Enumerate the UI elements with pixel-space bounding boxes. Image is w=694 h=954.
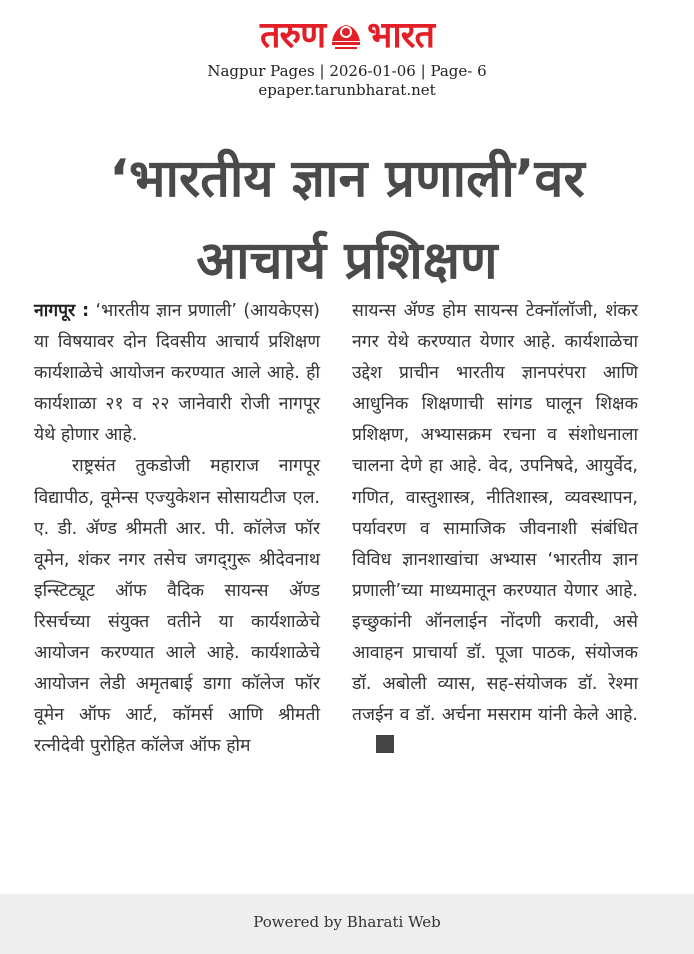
lion-emblem-icon	[329, 19, 363, 53]
article-paragraph-3	[352, 296, 638, 762]
footer	[0, 894, 694, 954]
edition-info	[0, 62, 694, 100]
headline-line-1: ‘भारतीय ज्ञान प्रणाली’वर	[109, 149, 585, 209]
publication-name: Nagpur Pages	[207, 62, 315, 80]
meta-separator: |	[420, 62, 431, 80]
masthead	[0, 14, 694, 58]
tarun-bharat-logo[interactable]	[260, 14, 434, 58]
edition-date: 2026-01-06	[329, 62, 416, 80]
article-column-left	[34, 296, 320, 762]
powered-by-text[interactable]: Powered by Bharati Web	[253, 913, 441, 931]
article-paragraph-1	[34, 296, 320, 451]
logo-text-left: तरुण	[260, 15, 326, 56]
headline-line-2: आचार्य प्रशिक्षण	[196, 231, 498, 291]
article-headline	[20, 138, 674, 302]
dateline: नागपूर :	[34, 301, 90, 321]
paragraph-1-text: ‘भारतीय ज्ञान प्रणाली’ (आयकेएस) या विषयावर दोन दिवसीय आचार्य प्रशिक्षण कार्यशाळेचे आयोजन करण्यात आले आहे. ही कार्यशाळा २१ व २२ जानेवारी रोजी नागपूर येथे होणार आहे.	[34, 301, 320, 446]
website-link[interactable]: epaper.tarunbharat.net	[258, 81, 436, 99]
meta-separator: |	[319, 62, 330, 80]
paragraph-3-text: सायन्स ॲण्ड होम सायन्स टेक्नॉलॉजी, शंकर नगर येथे करण्यात येणार आहे. कार्यशाळेचा उद्देश प्राचीन भारतीय ज्ञानपरंपरा आणि आधुनिक शिक्षणाची सांगड घालून शिक्षक प्रशिक्षण, अभ्यासक्रम रचना व संशोधनाला चालना देणे हा आहे. वेद, उपनिषदे, आयुर्वेद, गणित, वास्तुशास्त्र, नीतिशास्त्र, व्यवस्थापन, पर्यावरण व सामाजिक जीवनाशी संबंधित विविध ज्ञानशाखांचा अभ्यास ‘भारतीय ज्ञान प्रणाली’च्या माध्यमातून करण्यात येणार आहे. इच्छुकांनी ऑनलाईन नोंदणी करावी, असे आवाहन प्राचार्या डॉ. पूजा पाठक, संयोजक डॉ. अबोली व्यास, सह-संयोजक डॉ. रेश्मा तजईन व डॉ. अर्चना मसराम यांनी केले आहे.	[352, 301, 638, 726]
logo-text-right: भारत	[367, 15, 434, 56]
article-paragraph-2: राष्ट्रसंत तुकडोजी महाराज नागपूर विद्यापीठ, वूमेन्स एज्युकेशन सोसायटीज एल. ए. डी. ॲण्ड श्रीमती आर. पी. कॉलेज फॉर वूमेन, शंकर नगर तसेच जगद्‌गुरू श्रीदेवनाथ इन्स्टिट्यूट ऑफ वैदिक सायन्स ॲण्ड रिसर्चच्या संयुक्त वतीने या कार्यशाळेचे आयोजन करण्यात आले आहे. कार्यशाळेचे आयोजन लेडी अमृतबाई डागा कॉलेज फॉर वूमेन ऑफ आर्ट, कॉमर्स आणि श्रीमती रत्नीदेवी पुरोहित कॉलेज ऑफ होम	[34, 456, 320, 757]
article-column-right	[352, 296, 638, 762]
page-number: Page- 6	[430, 62, 487, 80]
end-of-article-icon	[376, 735, 394, 753]
